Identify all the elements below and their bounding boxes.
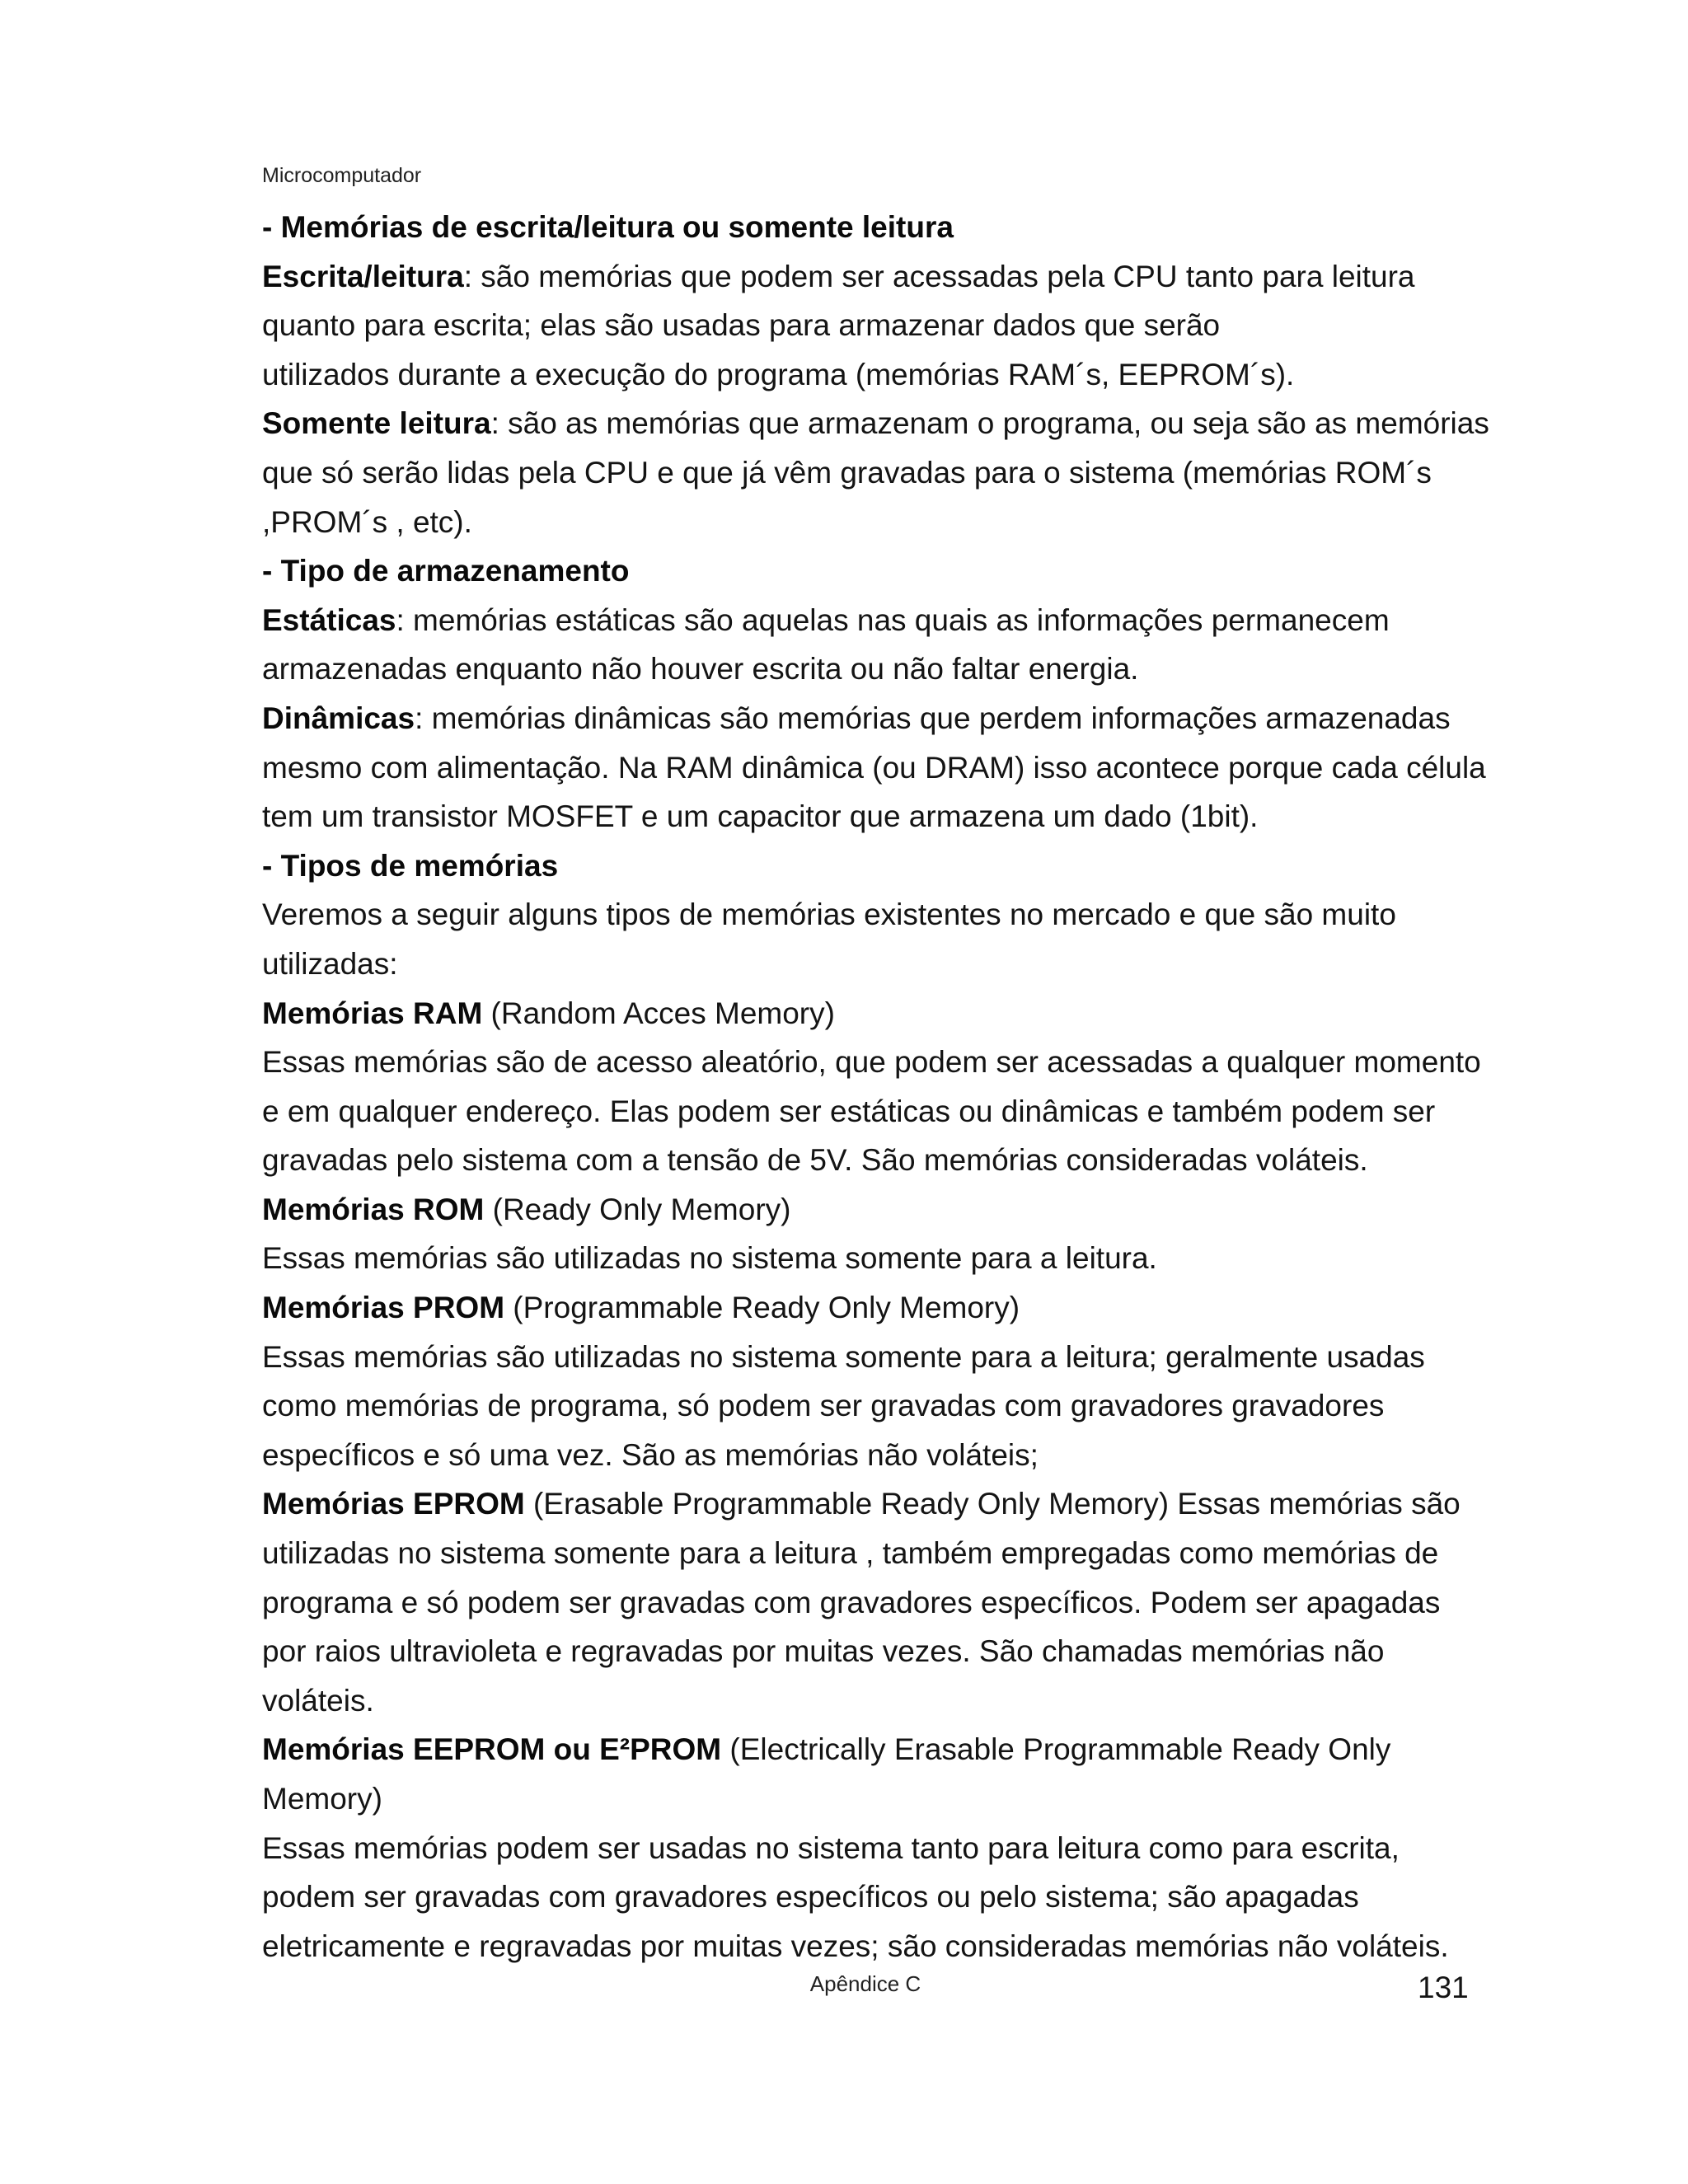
text-line: [262, 1381, 1474, 1431]
bold-term: Memórias PROM: [262, 1291, 505, 1325]
text-line: [262, 1087, 1474, 1137]
line-text: voláteis.: [262, 1683, 374, 1718]
line-text: armazenadas enquanto não houver escrita ou não faltar energia.: [262, 652, 1139, 687]
text-line: [262, 1529, 1474, 1578]
line-text: Veremos a seguir alguns tipos de memórias existentes no mercado e que são muito: [262, 898, 1396, 932]
text-line: [262, 694, 1474, 743]
bold-term: Dinâmicas: [262, 701, 415, 735]
line-text: mesmo com alimentação. Na RAM dinâmica (ou DRAM) isso acontece porque cada célula: [262, 750, 1486, 785]
running-header: Microcomputador: [262, 164, 422, 187]
text-line: [262, 301, 1474, 350]
text-line: [262, 1922, 1474, 1971]
bold-term: Memórias EEPROM ou E²PROM: [262, 1732, 722, 1767]
text-line: [262, 546, 1474, 596]
text-line: [262, 1627, 1474, 1676]
text-line: [262, 1136, 1474, 1185]
line-text: Memory): [262, 1782, 382, 1816]
text-line: [262, 399, 1489, 448]
line-text: e em qualquer endereço. Elas podem ser estáticas ou dinâmicas e também podem ser: [262, 1094, 1436, 1128]
line-text: podem ser gravadas com gravadores específicos ou pelo sistema; são apagadas: [262, 1880, 1359, 1915]
text-line: [262, 644, 1474, 694]
line-text: : memórias estáticas são aquelas nas quais as informações permanecem: [396, 602, 1390, 637]
line-text: quanto para escrita; elas são usadas para armazenar dados que serão: [262, 308, 1221, 343]
line-text: utilizadas no sistema somente para a leitura , também empregadas como memórias de: [262, 1536, 1439, 1571]
line-text: : são memórias que podem ser acessadas pela CPU tanto para leitura: [463, 259, 1415, 293]
line-text: Essas memórias são utilizadas no sistema somente para a leitura; geralmente usadas: [262, 1339, 1425, 1374]
text-line: [262, 350, 1474, 400]
text-line: [262, 1676, 1474, 1726]
line-text: (Random Acces Memory): [482, 996, 835, 1030]
text-line: [262, 743, 1486, 793]
text-line: [262, 1038, 1481, 1087]
text-line: [262, 1283, 1474, 1333]
line-text: Essas memórias são utilizadas no sistema somente para a leitura.: [262, 1241, 1157, 1276]
text-line: [262, 792, 1474, 841]
page-number: 131: [1418, 1971, 1469, 2004]
line-text: que só serão lidas pela CPU e que já vêm gravadas para o sistema (memórias ROM´s: [262, 455, 1432, 490]
line-text: tem um transistor MOSFET e um capacitor que armazena um dado (1bit).: [262, 799, 1259, 834]
bold-term: - Tipos de memórias: [262, 848, 559, 883]
text-line: [262, 1872, 1474, 1922]
footer-section-label: Apêndice C: [809, 1971, 921, 1996]
text-line: [262, 1234, 1474, 1283]
text-line: [262, 1479, 1474, 1529]
text-line: [262, 203, 1474, 252]
line-text: gravadas pelo sistema com a tensão de 5V. São memórias consideradas voláteis.: [262, 1143, 1368, 1178]
text-line: [262, 498, 1474, 547]
line-text: Essas memórias são de acesso aleatório, que podem ser acessadas a qualquer momento: [262, 1045, 1481, 1080]
page-body: [262, 203, 1489, 1971]
text-line: [262, 1824, 1474, 1873]
bold-term: Memórias ROM: [262, 1192, 485, 1226]
line-text: utilizadas:: [262, 946, 398, 981]
text-line: [262, 596, 1474, 645]
bold-term: Memórias RAM: [262, 996, 483, 1030]
line-text: (Ready Only Memory): [484, 1192, 791, 1226]
bold-term: - Memórias de escrita/leitura ou somente leitura: [262, 210, 954, 244]
text-line: [262, 1774, 1474, 1824]
line-text: (Programmable Ready Only Memory): [504, 1291, 1020, 1325]
line-text: : memórias dinâmicas são memórias que perdem informações armazenadas: [415, 701, 1451, 735]
bold-term: Escrita/leitura: [262, 259, 464, 293]
text-line: [262, 989, 1474, 1038]
text-line: [262, 1333, 1474, 1382]
line-text: (Erasable Programmable Ready Only Memory) Essas memórias são: [524, 1487, 1461, 1521]
text-line: [262, 940, 1474, 989]
line-text: programa e só podem ser gravadas com gravadores específicos. Podem ser apagadas: [262, 1585, 1441, 1619]
line-text: ,PROM´s , etc).: [262, 504, 472, 539]
line-text: : são as memórias que armazenam o programa, ou seja são as memórias: [490, 406, 1489, 441]
line-text: utilizados durante a execução do programa (memórias RAM´s, EEPROM´s).: [262, 357, 1295, 391]
bold-term: - Tipo de armazenamento: [262, 554, 630, 588]
text-line: [262, 841, 1474, 891]
text-line: [262, 1431, 1474, 1480]
bold-term: Estáticas: [262, 602, 396, 637]
line-text: como memórias de programa, só podem ser gravadas com gravadores gravadores: [262, 1389, 1385, 1423]
text-line: [262, 252, 1474, 302]
line-text: por raios ultravioleta e regravadas por muitas vezes. São chamadas memórias não: [262, 1634, 1385, 1669]
line-text: eletricamente e regravadas por muitas vezes; são consideradas memórias não voláteis.: [262, 1929, 1449, 1963]
line-text: Essas memórias podem ser usadas no sistema tanto para leitura como para escrita,: [262, 1830, 1400, 1865]
bold-term: Memórias EPROM: [262, 1487, 525, 1521]
line-text: específicos e só uma vez. São as memórias não voláteis;: [262, 1437, 1039, 1472]
text-line: [262, 890, 1474, 940]
text-line: [262, 1578, 1474, 1628]
line-text: (Electrically Erasable Programmable Ready Only: [721, 1732, 1391, 1767]
text-line: [262, 1725, 1474, 1774]
text-line: [262, 1185, 1474, 1235]
text-line: [262, 448, 1474, 498]
bold-term: Somente leitura: [262, 406, 491, 441]
